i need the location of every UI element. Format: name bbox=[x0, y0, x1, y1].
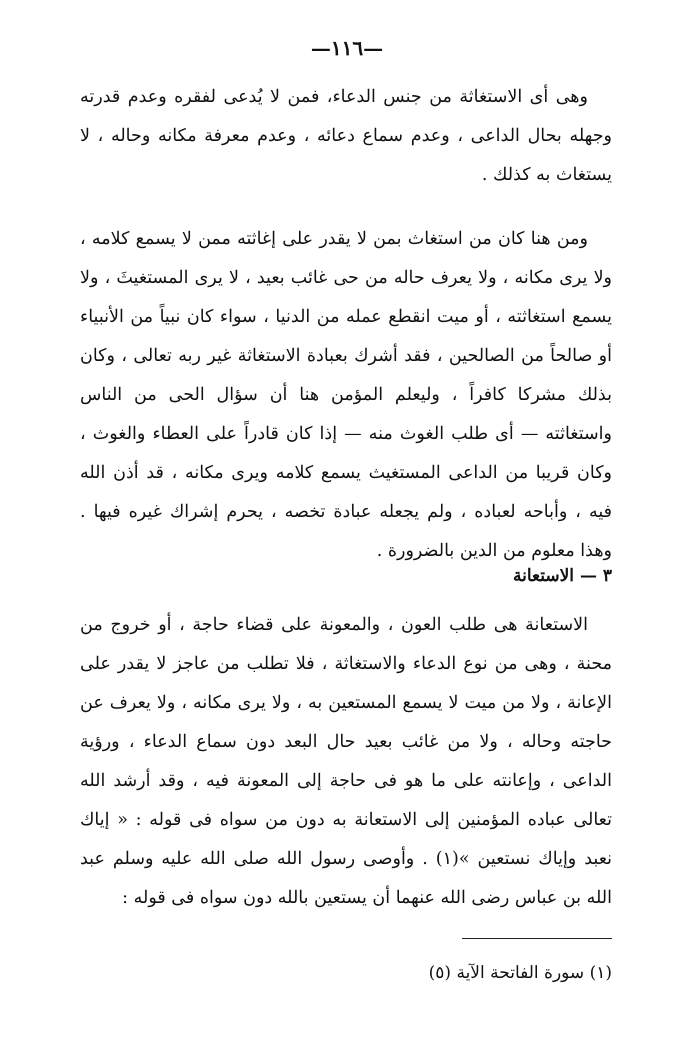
paragraph-3: الاستعانة هى طلب العون ، والمعونة على قضاء حاجة ، أو خروج من محنة ، وهى من نوع الدعاء والاستغاثة ، فلا تطلب من عاجز لا يقدر على الإعانة ، ولا من ميت لا يسمع المستعين به ، ولا يرى مكانه ، ولا يعرف عن حاجته وحاله ، ولا من غائب بعيد حال البعد دون سماع الدعاء ، ورؤية الداعى ، وإعانته على ما هو فى حاجة إلى المعونة فيه ، وقد أرشد الله تعالى عباده المؤمنين إلى الاستعانة به دون من سواه فى قوله : « إياك نعبد وإياك نستعين »(١) . وأوصى رسول الله صلى الله عليه وسلم عبد الله بن عباس رضى الله عنهما أن يستعين بالله دون سواه فى قوله : bbox=[80, 615, 613, 908]
footnote-divider bbox=[462, 938, 612, 939]
page-number: —١١٦— bbox=[310, 36, 384, 60]
paragraph-1: وهى أى الاستغاثة من جنس الدعاء، فمن لا يُدعى لفقره وعدم قدرته وجهله بحال الداعى ، وعدم سماع دعائه ، وعدم معرفة مكانه وحاله ، لا يستغاث به كذلك . bbox=[80, 87, 612, 185]
paragraph-2: ومن هنا كان من استغاث بمن لا يقدر على إغاثته ممن لا يسمع كلامه ، ولا يرى مكانه ، ولا يعرف حاله من حى غائب بعيد ، لا يرى المستغيثَ ، ولا يسمع استغاثته ، أو ميت انقطع عمله من الدنيا ، سواء كان نبياً من الأنبياء أو صالحاً من الصالحين ، فقد أشرك بعبادة الاستغاثة غير ربه تعالى ، وكان بذلك مشركا كافراً ، وليعلم المؤمن هنا أن سؤال الحى من الناس واستغاثته — أى طلب الغوث منه — إذا كان قادراً على العطاء والغوث ، وكان قريبا من الداعى المستغيث يسمع كلامه ويرى مكانه ، قد أذن الله فيه ، وأباحه لعباده ، ولم يجعله عبادة تخصه ، يحرم إشراك غيره فيها . وهذا معلوم من الدين بالضرورة . bbox=[80, 229, 612, 561]
section-heading: ٣ — الاستعانة bbox=[513, 566, 612, 586]
footnote: (١) سورة الفاتحة الآية (٥) bbox=[428, 963, 612, 983]
